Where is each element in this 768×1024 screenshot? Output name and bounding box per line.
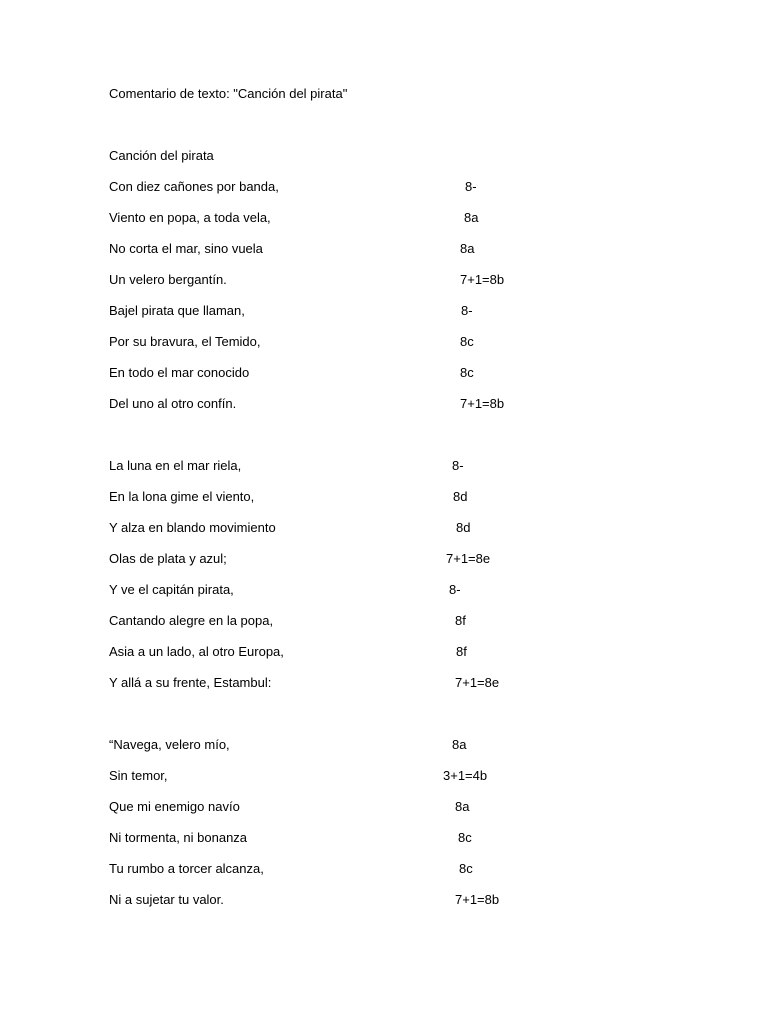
verse-line (0, 675, 768, 693)
verse-text: No corta el mar, sino vuela (109, 241, 263, 256)
verse-line (0, 799, 768, 817)
verse-line (0, 768, 768, 786)
verse-line (0, 613, 768, 631)
verse-text: Que mi enemigo navío (109, 799, 240, 814)
verse-text: Ni tormenta, ni bonanza (109, 830, 248, 845)
verse-text: Y alza en blando movimiento (109, 520, 276, 535)
verse-text: La luna en el mar riela, (109, 458, 242, 473)
verse-text: Asia a un lado, al otro Europa, (109, 644, 284, 659)
verse-line (0, 830, 768, 848)
verse-line (0, 737, 768, 755)
poem-title: Canción del pirata (109, 148, 214, 163)
meter-annotation: 8- (449, 582, 461, 597)
verse-text: Y ve el capitán pirata, (109, 582, 234, 597)
meter-annotation: 8- (452, 458, 464, 473)
meter-annotation: 8c (460, 365, 474, 380)
verse-line (0, 458, 768, 476)
meter-annotation: 8c (459, 861, 473, 876)
meter-annotation: 8a (455, 799, 470, 814)
meter-annotation: 8f (455, 613, 466, 628)
verse-text: Ni a sujetar tu valor. (109, 892, 224, 907)
verse-text: Con diez cañones por banda, (109, 179, 279, 194)
verse-text: Bajel pirata que llaman, (109, 303, 245, 318)
verse-text: Del uno al otro confín. (109, 396, 237, 411)
verse-line (0, 396, 768, 414)
verse-text: Y allá a su frente, Estambul: (109, 675, 272, 690)
verse-text: Un velero bergantín. (109, 272, 227, 287)
verse-line (0, 644, 768, 662)
meter-annotation: 8c (460, 334, 474, 349)
verse-line (0, 303, 768, 321)
meter-annotation: 8f (456, 644, 467, 659)
document-title: Comentario de texto: "Canción del pirata" (109, 86, 348, 101)
verse-text: “Navega, velero mío, (109, 737, 230, 752)
verse-line (0, 520, 768, 538)
meter-annotation: 8d (453, 489, 468, 504)
verse-line (0, 334, 768, 352)
meter-annotation: 7+1=8b (455, 892, 500, 907)
meter-annotation: 8c (458, 830, 472, 845)
verse-text: Olas de plata y azul; (109, 551, 227, 566)
meter-annotation: 7+1=8e (446, 551, 491, 566)
meter-annotation: 8- (461, 303, 473, 318)
verse-text: Tu rumbo a torcer alcanza, (109, 861, 264, 876)
verse-text: En la lona gime el viento, (109, 489, 255, 504)
verse-line (0, 551, 768, 569)
verse-line (0, 861, 768, 879)
verse-line (0, 365, 768, 383)
verse-text: Sin temor, (109, 768, 168, 783)
verse-line (0, 210, 768, 228)
meter-annotation: 8- (465, 179, 477, 194)
verse-text: En todo el mar conocido (109, 365, 250, 380)
verse-text: Viento en popa, a toda vela, (109, 210, 271, 225)
meter-annotation: 3+1=4b (443, 768, 488, 783)
verse-line (0, 582, 768, 600)
verse-line (0, 272, 768, 290)
meter-annotation: 8a (452, 737, 467, 752)
verse-line (0, 179, 768, 197)
meter-annotation: 8a (460, 241, 475, 256)
meter-annotation: 8a (464, 210, 479, 225)
meter-annotation: 7+1=8b (460, 272, 505, 287)
meter-annotation: 7+1=8e (455, 675, 500, 690)
verse-text: Cantando alegre en la popa, (109, 613, 274, 628)
meter-annotation: 8d (456, 520, 471, 535)
verse-line (0, 241, 768, 259)
verse-text: Por su bravura, el Temido, (109, 334, 261, 349)
verse-line (0, 892, 768, 910)
verse-line (0, 489, 768, 507)
meter-annotation: 7+1=8b (460, 396, 505, 411)
